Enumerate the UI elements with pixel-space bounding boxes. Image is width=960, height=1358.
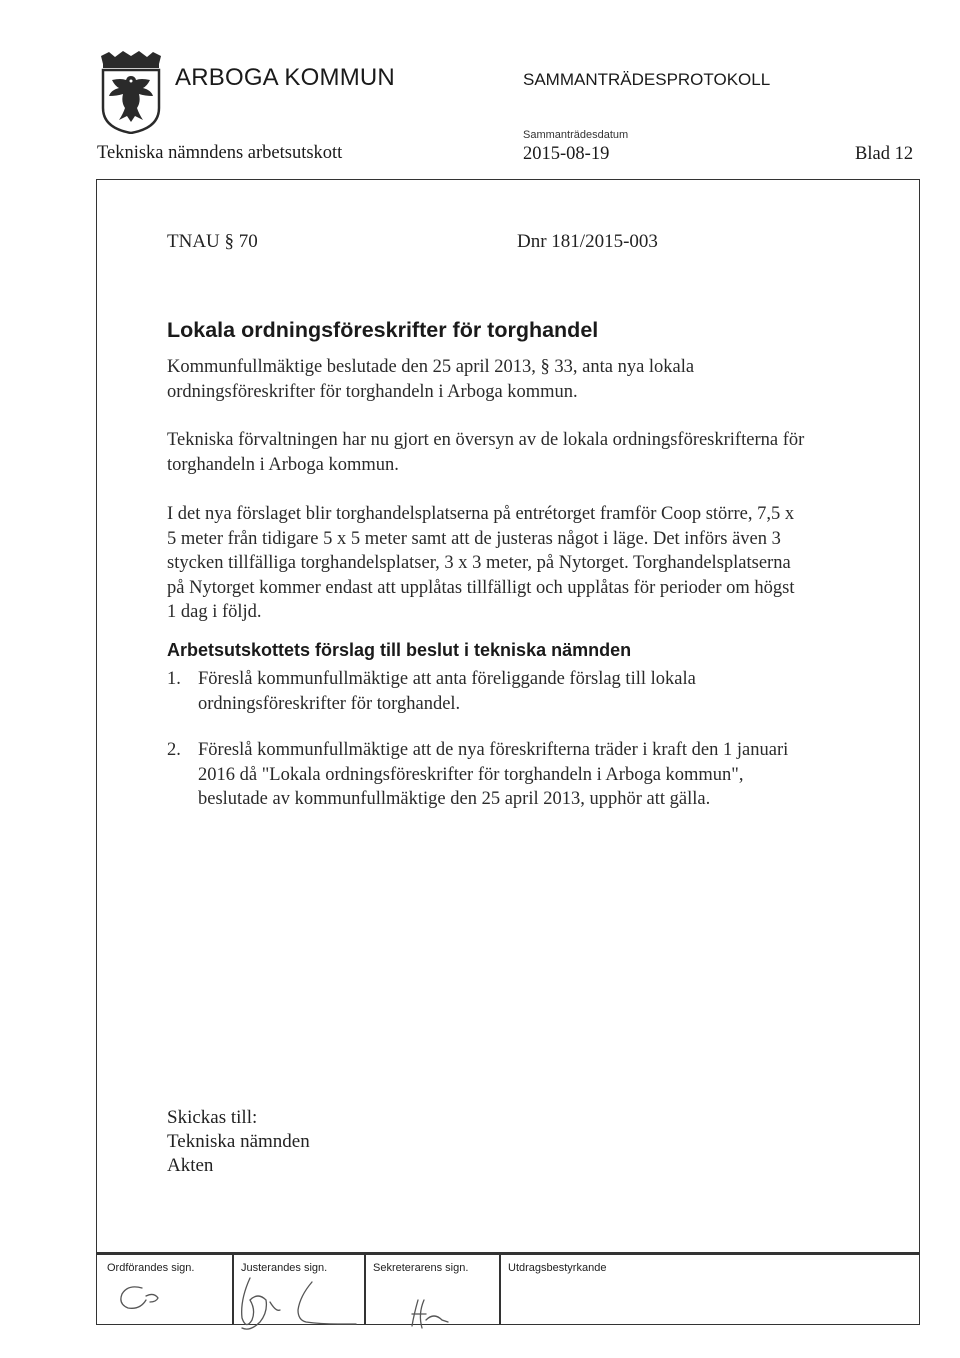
send-to-recipient: Akten	[167, 1155, 214, 1176]
handwritten-signatures	[100, 1270, 520, 1340]
arboga-crest-logo	[97, 50, 165, 134]
case-number: Dnr 181/2015-003	[517, 231, 658, 252]
secretary-signature-label: Sekreterarens sign.	[373, 1262, 469, 1274]
meeting-date-label: Sammanträdesdatum	[523, 129, 629, 141]
extract-certification-label: Utdragsbestyrkande	[508, 1262, 607, 1274]
proposal-heading: Arbetsutskottets förslag till beslut i tekniska nämnden	[167, 640, 632, 660]
adjuster-signature-label: Justerandes sign.	[241, 1262, 328, 1274]
proposal-item	[167, 738, 807, 812]
paragraph-reference: TNAU § 70	[167, 231, 258, 252]
proposal-text: Föreslå kommunfullmäktige att de nya föreskrifterna träder i kraft den 1 januari 2016 då "Lokala ordningsföreskrifter för torghandeln i Arboga kommun", beslutade av kommunfullmäktige den 25 april 2013, upphör att gälla.	[198, 740, 789, 809]
body-paragraph: Kommunfullmäktige beslutade den 25 april 2013, § 33, anta nya lokala ordningsföreskrifter för torghandeln i Arboga kommun.	[167, 357, 695, 402]
page-number: Blad 12	[855, 144, 914, 164]
chair-signature-label: Ordförandes sign.	[107, 1262, 195, 1274]
proposal-number: 2.	[167, 740, 181, 760]
meeting-date: 2015-08-19	[523, 144, 610, 164]
section-title: Lokala ordningsföreskrifter för torghandel	[167, 318, 599, 342]
send-to-recipient: Tekniska nämnden	[167, 1131, 310, 1152]
send-to-label: Skickas till:	[167, 1107, 258, 1128]
document-type: SAMMANTRÄDESPROTOKOLL	[523, 70, 771, 89]
proposal-item	[167, 667, 807, 716]
proposal-number: 1.	[167, 669, 181, 689]
committee-name: Tekniska nämndens arbetsutskott	[97, 143, 343, 163]
body-paragraph: Tekniska förvaltningen har nu gjort en översyn av de lokala ordningsföreskrifterna för torghandeln i Arboga kommun.	[167, 430, 805, 475]
proposal-text: Föreslå kommunfullmäktige att anta föreliggande förslag till lokala ordningsföreskrifter för torghandel.	[198, 669, 696, 714]
body-paragraph: I det nya förslaget blir torghandelsplatserna på entrétorget framför Coop större, 7,5 x 5 meter från tidigare 5 x 5 meter samt att de justeras något i läge. Det införs även 3 stycken tillfälliga torghandelsplatser, 3 x 3 meter, på Nytorget. Torghandelsplatserna på Nytorget kommer endast att upplåtas tillfälligt och upplåtas för perioder om högst 1 dag i följd.	[167, 504, 795, 622]
organization-name: ARBOGA KOMMUN	[175, 64, 395, 91]
